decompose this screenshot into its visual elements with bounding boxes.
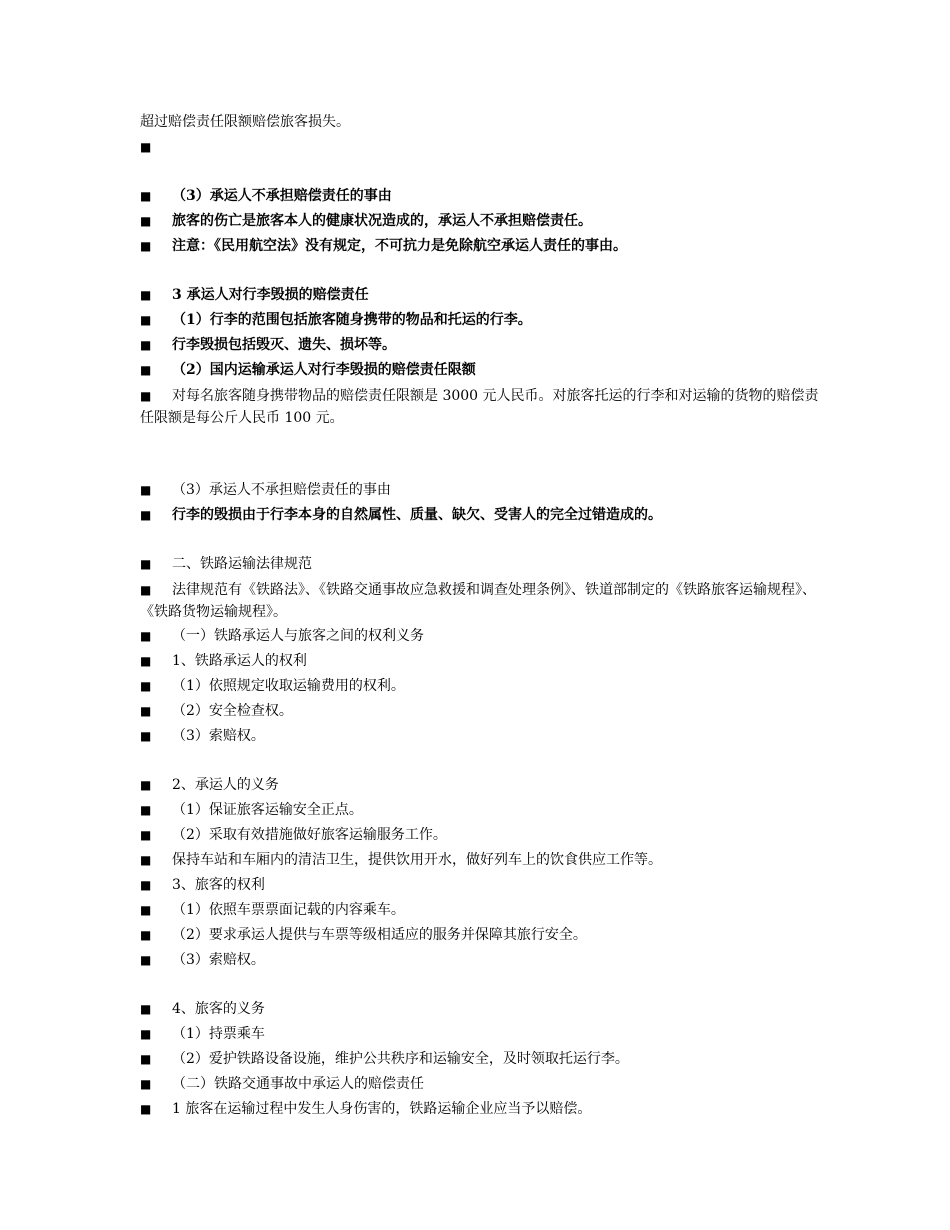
bullet-square-icon: ■	[140, 239, 152, 253]
bullet-square-icon: ■	[140, 654, 152, 668]
bullet-line	[140, 209, 820, 234]
bullet-text: 2、承运人的义务	[172, 777, 279, 793]
bullet-text: 1、铁路承运人的权利	[172, 653, 307, 669]
bullet-square-icon: ■	[140, 629, 152, 643]
paragraph-gap	[140, 749, 820, 773]
bullet-square-icon: ■	[140, 828, 152, 842]
bullet-square-icon: ■	[140, 729, 152, 743]
bullet-square-icon: ■	[140, 928, 152, 942]
bullet-square-icon: ■	[140, 704, 152, 718]
bullet-text: （2）要求承运人提供与车票等级相适应的服务并保障其旅行安全。	[172, 927, 587, 943]
bullet-square-icon: ■	[140, 338, 152, 352]
paragraph-gap	[140, 160, 820, 184]
bullet-line	[140, 724, 820, 749]
bullet-square-icon: ■	[140, 140, 152, 154]
bullet-square-icon: ■	[140, 389, 152, 403]
bullet-line	[140, 503, 820, 528]
bullet-line	[140, 997, 820, 1022]
bullet-line	[140, 699, 820, 724]
bullet-square-icon: ■	[140, 288, 152, 302]
bullet-line	[140, 1047, 820, 1072]
bullet-square-icon: ■	[140, 1027, 152, 1041]
bullet-square-icon: ■	[140, 778, 152, 792]
bullet-paragraph	[140, 383, 820, 430]
bullet-square-icon: ■	[140, 903, 152, 917]
bullet-text: 3 承运人对行李毁损的赔偿责任	[172, 287, 369, 303]
bullet-line	[140, 552, 820, 577]
bullet-square-icon: ■	[140, 583, 152, 597]
bullet-line	[140, 1097, 820, 1122]
bullet-line	[140, 823, 820, 848]
bullet-text: （1）行李的范围包括旅客随身携带的物品和托运的行李。	[172, 312, 532, 328]
bullet-text: 旅客的伤亡是旅客本人的健康状况造成的，承运人不承担赔偿责任。	[172, 213, 592, 229]
document-page	[140, 110, 820, 1122]
bullet-line	[140, 478, 820, 503]
bullet-line	[140, 234, 820, 259]
bullet-text: （1）保证旅客运输安全正点。	[172, 802, 363, 818]
bullet-square-icon: ■	[140, 953, 152, 967]
bullet-line	[140, 333, 820, 358]
bullet-text: （3）承运人不承担赔偿责任的事由	[172, 482, 391, 498]
bullet-square-icon: ■	[140, 557, 152, 571]
bullet-text: 行李的毁损由于行李本身的自然属性、质量、缺欠、受害人的完全过错造成的。	[172, 507, 662, 523]
paragraph-gap	[140, 528, 820, 552]
bullet-text: （1）依照规定收取运输费用的权利。	[172, 678, 405, 694]
bullet-square-icon: ■	[140, 679, 152, 693]
bullet-square-icon: ■	[140, 803, 152, 817]
bullet-text: （二）铁路交通事故中承运人的赔偿责任	[172, 1076, 424, 1092]
bullet-line	[140, 898, 820, 923]
bullet-text: （2）安全检查权。	[172, 703, 293, 719]
bullet-text: （3）承运人不承担赔偿责任的事由	[172, 188, 392, 204]
bullet-line	[140, 184, 820, 209]
bullet-line	[140, 1022, 820, 1047]
bullet-text: （3）索赔权。	[172, 728, 265, 744]
bullet-square-icon: ■	[140, 363, 152, 377]
bullet-line	[140, 848, 820, 873]
bullet-line	[140, 283, 820, 308]
bullet-square-icon: ■	[140, 853, 152, 867]
bullet-text: （3）索赔权。	[172, 952, 265, 968]
bullet-line	[140, 873, 820, 898]
bullet-line	[140, 948, 820, 973]
bullet-text: 4、旅客的义务	[172, 1001, 265, 1017]
bullet-text: 法律规范有《铁路法》、《铁路交通事故应急救援和调查处理条例》、铁道部制定的《铁路旅客运输规程》、《铁路货物运输规程》。	[140, 582, 816, 620]
paragraph-gap	[140, 430, 820, 478]
bullet-line	[140, 624, 820, 649]
bullet-line	[140, 649, 820, 674]
bullet-text: （1）依照车票票面记载的内容乘车。	[172, 902, 405, 918]
bullet-text: （一）铁路承运人与旅客之间的权利义务	[172, 628, 424, 644]
paragraph-text: 超过赔偿责任限额赔偿旅客损失。	[140, 114, 350, 130]
bullet-square-icon: ■	[140, 313, 152, 327]
section-heading: 二、铁路运输法律规范	[172, 556, 312, 572]
bullet-line	[140, 1072, 820, 1097]
bullet-line	[140, 308, 820, 333]
bullet-square-icon: ■	[140, 1002, 152, 1016]
bullet-text: （2）爱护铁路设备设施，维护公共秩序和运输安全，及时领取托运行李。	[172, 1051, 629, 1067]
paragraph-gap	[140, 973, 820, 997]
bullet-square-icon: ■	[140, 189, 152, 203]
bullet-text: （1）持票乘车	[172, 1026, 265, 1042]
bullet-line	[140, 773, 820, 798]
bullet-line	[140, 798, 820, 823]
bullet-paragraph	[140, 577, 820, 624]
paragraph-gap	[140, 259, 820, 283]
bullet-text: 对每名旅客随身携带物品的赔偿责任限额是 3000 元人民币。对旅客托运的行李和对运输的货物的赔偿责任限额是每公斤人民币 100 元。	[140, 388, 819, 426]
bullet-square-icon: ■	[140, 1077, 152, 1091]
bullet-square-icon: ■	[140, 214, 152, 228]
bullet-text: 1 旅客在运输过程中发生人身伤害的，铁路运输企业应当予以赔偿。	[172, 1101, 592, 1117]
bullet-square-icon: ■	[140, 1102, 152, 1116]
bullet-text: 3、旅客的权利	[172, 877, 265, 893]
paragraph	[140, 110, 820, 135]
bullet-square-icon: ■	[140, 1052, 152, 1066]
bullet-text: 保持车站和车厢内的清洁卫生，提供饮用开水，做好列车上的饮食供应工作等。	[172, 852, 662, 868]
bullet-text: （2）采取有效措施做好旅客运输服务工作。	[172, 827, 447, 843]
bullet-line	[140, 923, 820, 948]
bullet-line	[140, 674, 820, 699]
bullet-text: 行李毁损包括毁灭、遗失、损坏等。	[172, 337, 396, 353]
bullet-text: 注意：《民用航空法》没有规定，不可抗力是免除航空承运人责任的事由。	[172, 238, 627, 254]
empty-bullet-line	[140, 135, 820, 160]
bullet-text: （2）国内运输承运人对行李毁损的赔偿责任限额	[172, 362, 476, 378]
bullet-line	[140, 358, 820, 383]
bullet-square-icon: ■	[140, 878, 152, 892]
bullet-square-icon: ■	[140, 483, 152, 497]
bullet-square-icon: ■	[140, 508, 152, 522]
